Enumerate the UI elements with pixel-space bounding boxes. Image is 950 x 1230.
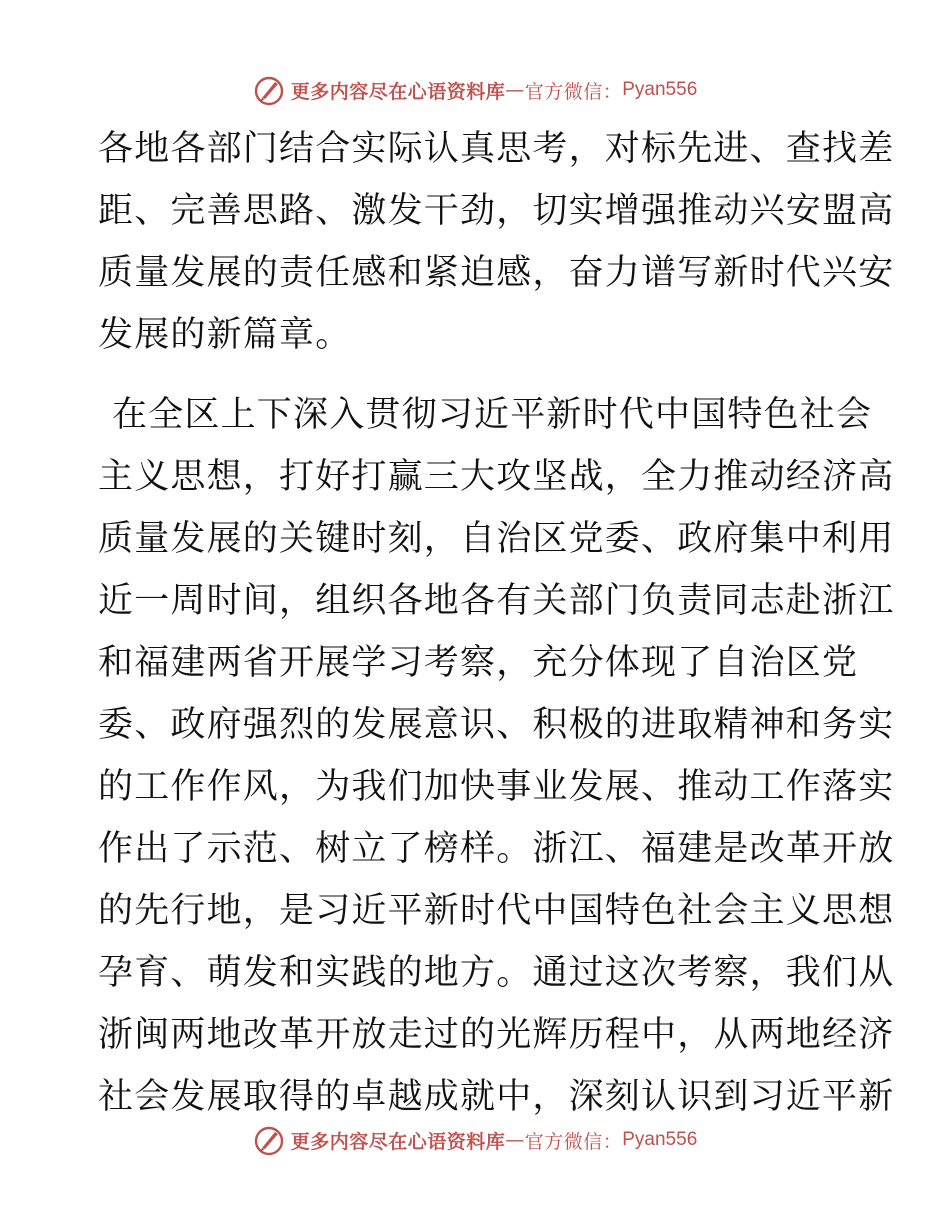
text-line: 近一周时间，组织各地各有关部门负责同志赴浙江 xyxy=(98,581,895,621)
text-line: 发展的新篇章。 xyxy=(98,315,352,355)
text-line: 委、政府强烈的发展意识、积极的进取精神和务实 xyxy=(98,705,895,745)
footer-banner xyxy=(0,1120,950,1160)
document-body xyxy=(98,118,895,1128)
quill-pen-circle-icon xyxy=(253,1124,285,1156)
banner-separator: — xyxy=(505,79,525,101)
text-line: 和福建两省开展学习考察，充分体现了自治区党 xyxy=(98,643,859,683)
text-line: 浙闽两地改革开放走过的光辉历程中，从两地经济 xyxy=(98,1015,895,1055)
text-line: 主义思想，打好打赢三大攻坚战，全力推动经济高 xyxy=(98,457,895,497)
text-line: 质量发展的关键时刻，自治区党委、政府集中利用 xyxy=(98,519,895,559)
text-line: 的先行地，是习近平新时代中国特色社会主义思想 xyxy=(98,891,895,931)
text-line: 孕育、萌发和实践的地方。通过这次考察，我们从 xyxy=(98,953,895,993)
text-line: 社会发展取得的卓越成就中，深刻认识到习近平新 xyxy=(98,1077,895,1117)
banner-site-text: 更多内容尽在心语资料库 xyxy=(290,80,506,103)
banner-wechat-id: Pyan556 xyxy=(622,79,698,100)
header-banner xyxy=(0,70,950,110)
paragraph-1 xyxy=(98,118,895,366)
banner-site-text: 更多内容尽在心语资料库 xyxy=(290,1130,506,1153)
banner-wechat-label: 官方微信： xyxy=(524,80,623,103)
banner-wechat-id: Pyan556 xyxy=(622,1129,698,1150)
text-line: 在全区上下深入贯彻习近平新时代中国特色社会 xyxy=(112,395,873,435)
text-line: 各地各部门结合实际认真思考，对标先进、查找差 xyxy=(98,129,895,169)
text-line: 的工作作风，为我们加快事业发展、推动工作落实 xyxy=(98,767,895,807)
text-line: 距、完善思路、激发干劲，切实增强推动兴安盟高 xyxy=(98,191,895,231)
text-line: 作出了示范、树立了榜样。浙江、福建是改革开放 xyxy=(98,829,895,869)
banner-separator: — xyxy=(505,1129,525,1151)
paragraph-2 xyxy=(98,384,895,1128)
text-line: 质量发展的责任感和紧迫感，奋力谱写新时代兴安 xyxy=(98,253,895,293)
quill-pen-circle-icon xyxy=(253,74,285,106)
banner-wechat-label: 官方微信： xyxy=(524,1130,623,1153)
